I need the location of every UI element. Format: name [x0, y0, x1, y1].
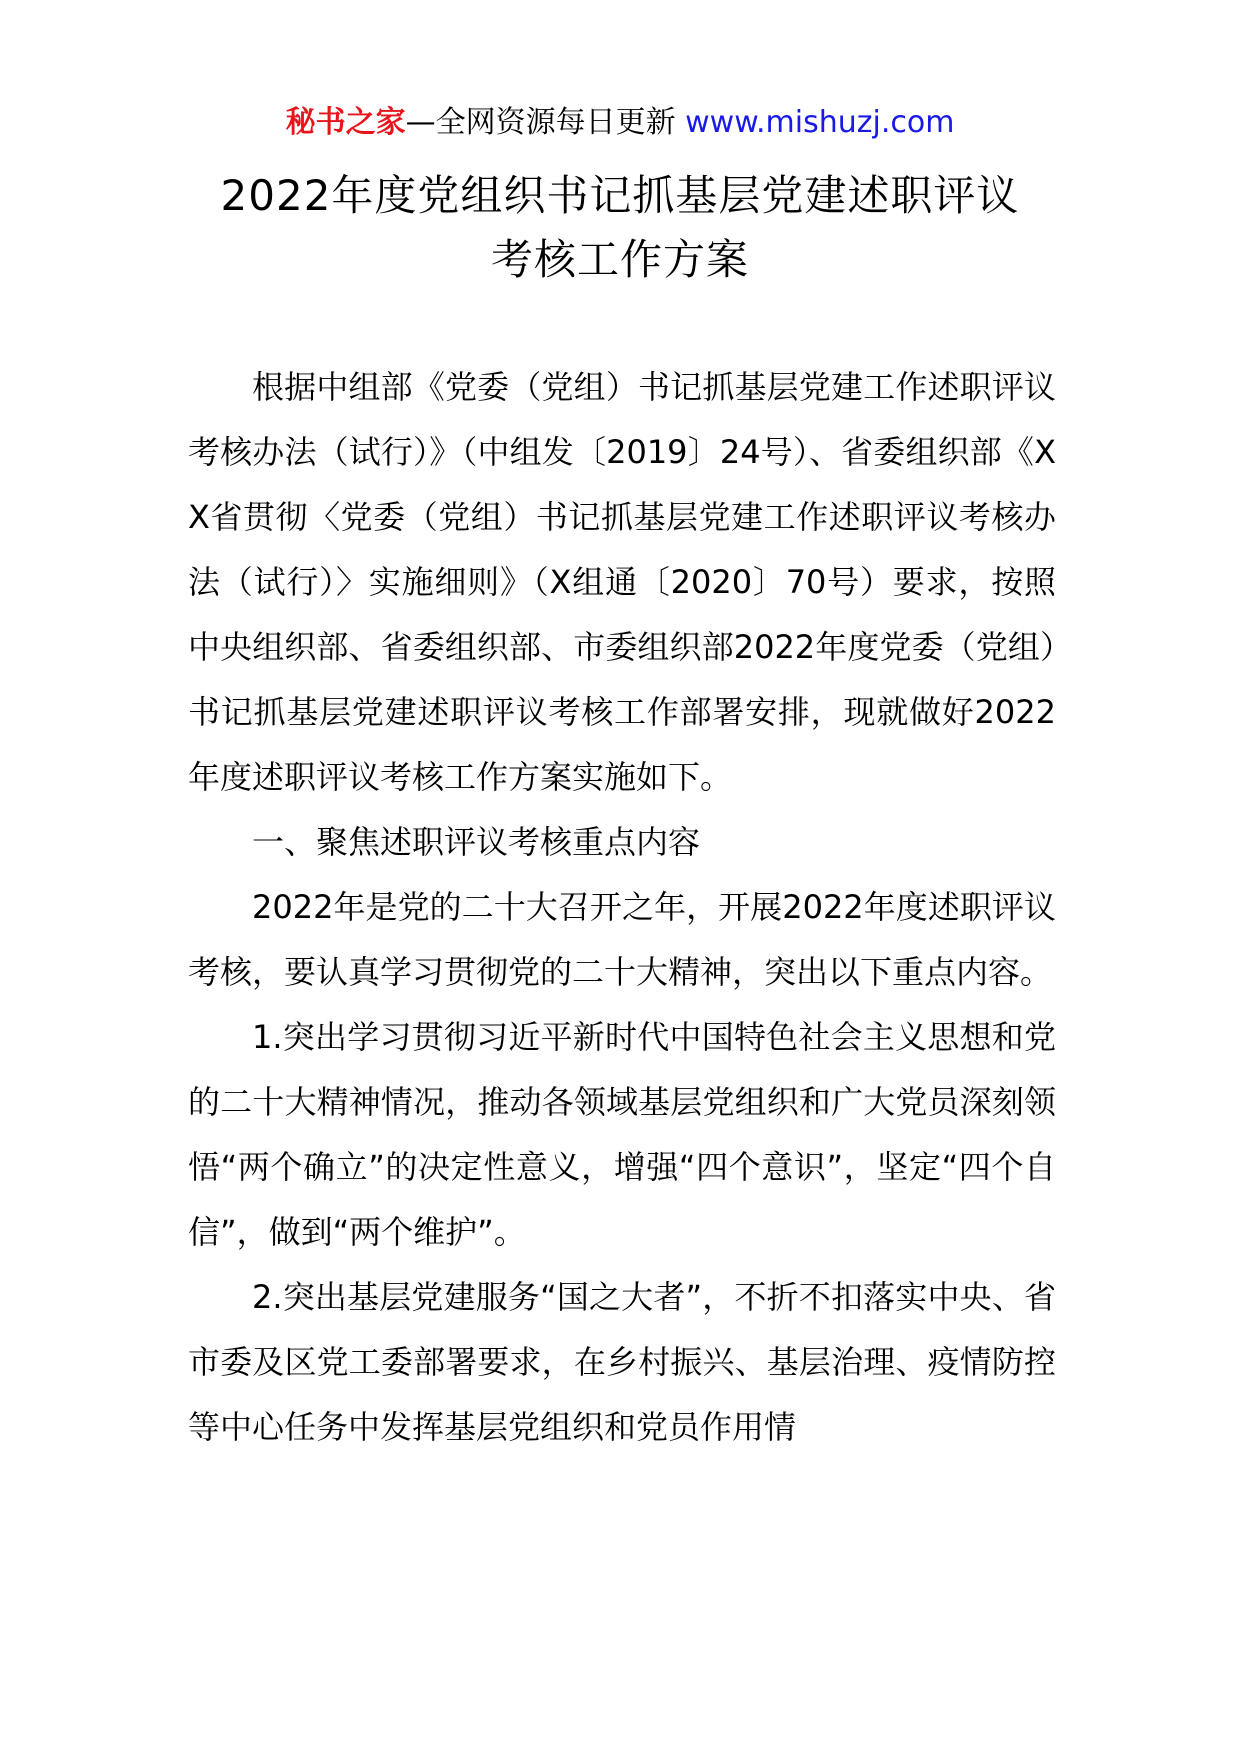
- header-site-link[interactable]: www.mishuzj.com: [685, 105, 955, 140]
- paragraph-item-1: 1.突出学习贯彻习近平新时代中国特色社会主义思想和党的二十大精神情况，推动各领域基层党组织和广大党员深刻领悟“两个确立”的决定性意义，增强“四个意识”，坚定“四个自信”，做到“两个维护”。: [188, 1018, 1056, 1251]
- document-title: [0, 164, 1240, 292]
- header-brand: 秘书之家: [285, 105, 406, 140]
- document-body: [188, 355, 1056, 1460]
- section-heading-1: 一、聚焦述职评议考核重点内容: [252, 823, 701, 861]
- watermark-header: [0, 103, 1240, 143]
- paragraph-item-2: 2.突出基层党建服务“国之大者”，不折不扣落实中央、省市委及区党工委部署要求，在乡村振兴、基层治理、疫情防控等中心任务中发挥基层党组织和党员作用情: [188, 1278, 1056, 1446]
- title-line-1: 2022年度党组织书记抓基层党建述职评议: [220, 171, 1020, 220]
- title-line-2: 考核工作方案: [490, 235, 749, 284]
- paragraph-intro: 根据中组部《党委（党组）书记抓基层党建工作述职评议考核办法（试行）》（中组发〔2019〕24号）、省委组织部《XX省贯彻〈党委（党组）书记抓基层党建工作述职评议考核办法（试行）〉实施细则》（X组通〔2020〕70号）要求，按照中央组织部、省委组织部、市委组织部2022年度党委（党组）书记抓基层党建述职评议考核工作部署安排，现就做好2022年度述职评议考核工作方案实施如下。: [188, 368, 1056, 796]
- paragraph-section-1: 2022年是党的二十大召开之年，开展2022年度述职评议考核，要认真学习贯彻党的二十大精神，突出以下重点内容。: [188, 888, 1056, 991]
- header-slogan: —全网资源每日更新: [405, 105, 686, 140]
